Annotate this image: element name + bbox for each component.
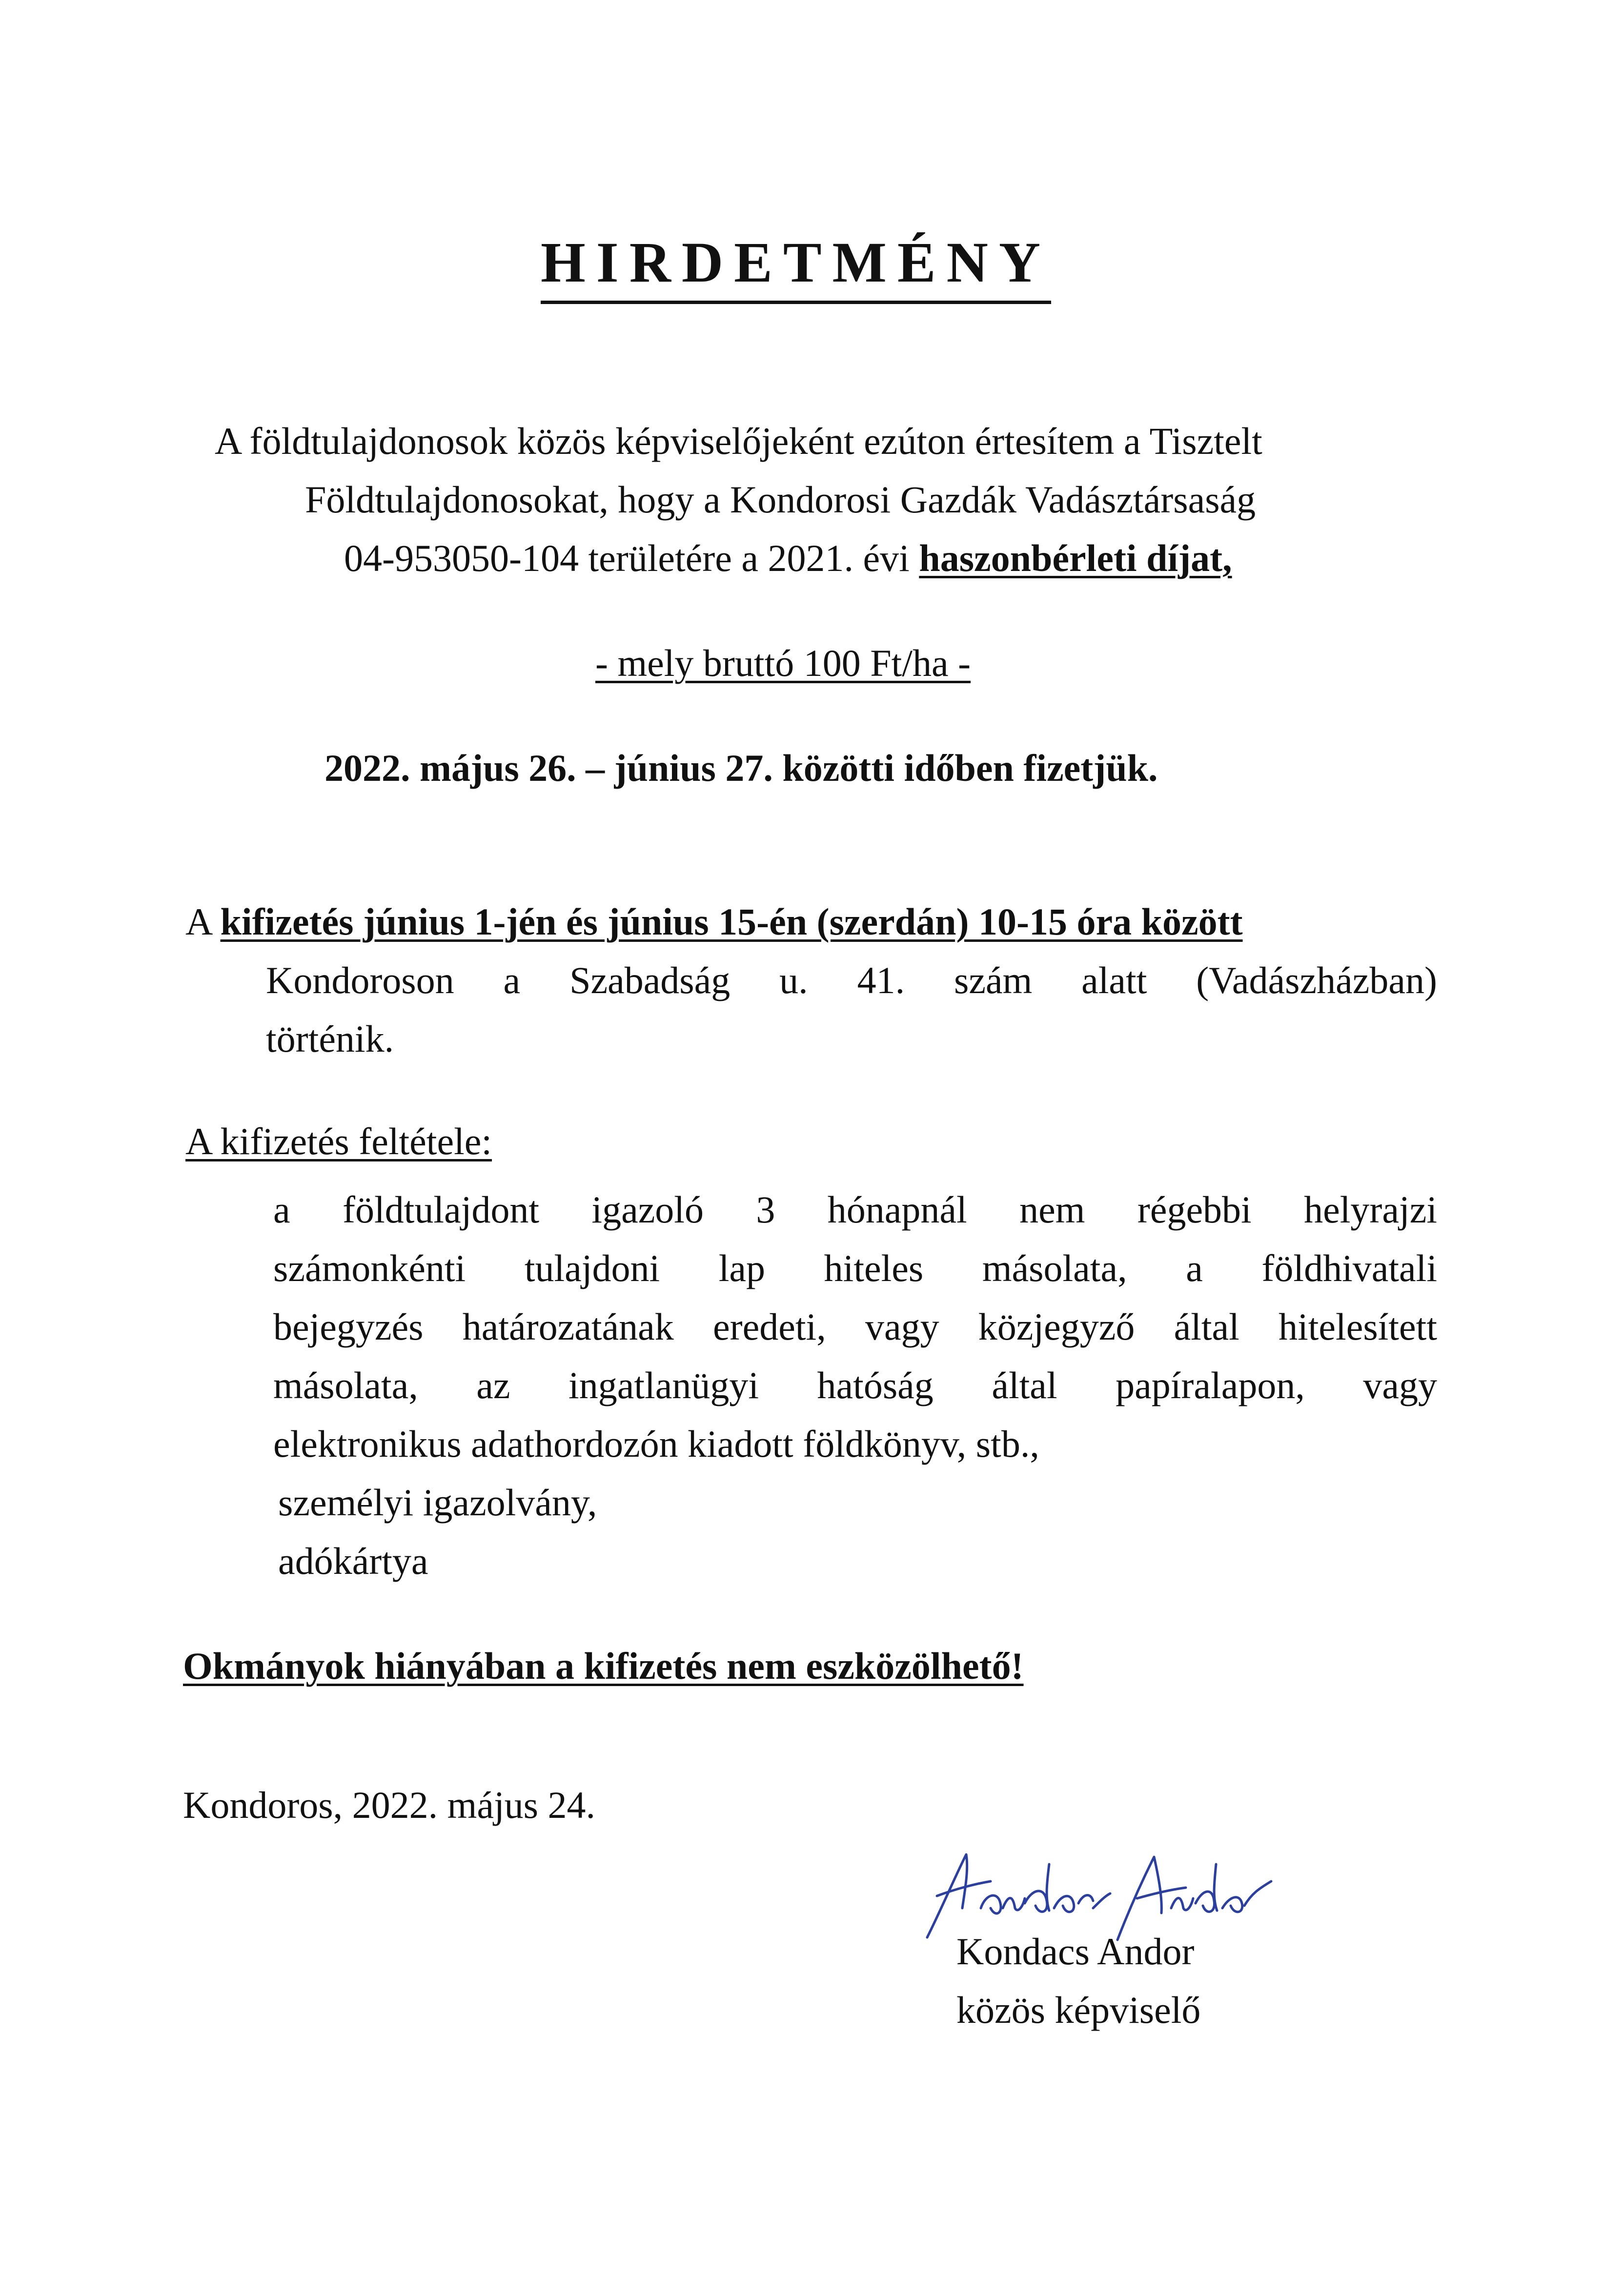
condition-line: elektronikus adathordozón kiadott földkönyv, stb., [273, 1423, 1039, 1465]
intro-line-1: A földtulajdonosok közös képviselőjeként ezúton értesítem a Tisztelt [215, 420, 1262, 462]
condition-line: másolata, az ingatlanügyi hatóság által papíralapon, vagy [273, 1364, 1437, 1406]
payout-time-emphasis: kifizetés június 1-jén és június 15-én (szerdán) 10-15 óra között [220, 900, 1243, 943]
payout-line-3: történik. [266, 1018, 394, 1060]
intro-line-2: Földtulajdonosokat, hogy a Kondorosi Gazdák Vadásztársaság [305, 478, 1256, 521]
signatory-role: közös képviselő [956, 1989, 1201, 2031]
rent-fee-emphasis: haszonbérleti díjat, [919, 537, 1232, 579]
condition-line: a földtulajdont igazoló 3 hónapnál nem régebbi helyrajzi [273, 1188, 1437, 1231]
payment-period: 2022. május 26. – június 27. közötti időben fizetjük. [325, 747, 1158, 789]
conditions-heading: A kifizetés feltétele: [185, 1120, 492, 1162]
condition-line: számonkénti tulajdoni lap hiteles másolata, a földhivatali [273, 1247, 1437, 1289]
document-title: HIRDETMÉNY [541, 229, 1051, 304]
payout-prefix: A [185, 900, 221, 943]
payout-line-2: Kondoroson a Szabadság u. 41. szám alatt (Vadászházban) [266, 959, 1437, 1001]
condition-item-tax-card: adókártya [278, 1540, 428, 1582]
missing-documents-warning: Okmányok hiányában a kifizetés nem eszközölhető! [183, 1645, 1024, 1687]
intro-line-3 [344, 539, 1232, 577]
condition-item-id-card: személyi igazolvány, [278, 1481, 597, 1524]
place-date: Kondoros, 2022. május 24. [183, 1784, 595, 1826]
condition-line: bejegyzés határozatának eredeti, vagy közjegyző által hitelesített [273, 1305, 1437, 1348]
signatory-name: Kondacs Andor [956, 1930, 1195, 1973]
payout-line-1 [185, 900, 1243, 943]
fee-line: - mely bruttó 100 Ft/ha - [595, 642, 971, 684]
intro-line-3-text: 04-953050-104 területére a 2021. évi [344, 537, 919, 579]
